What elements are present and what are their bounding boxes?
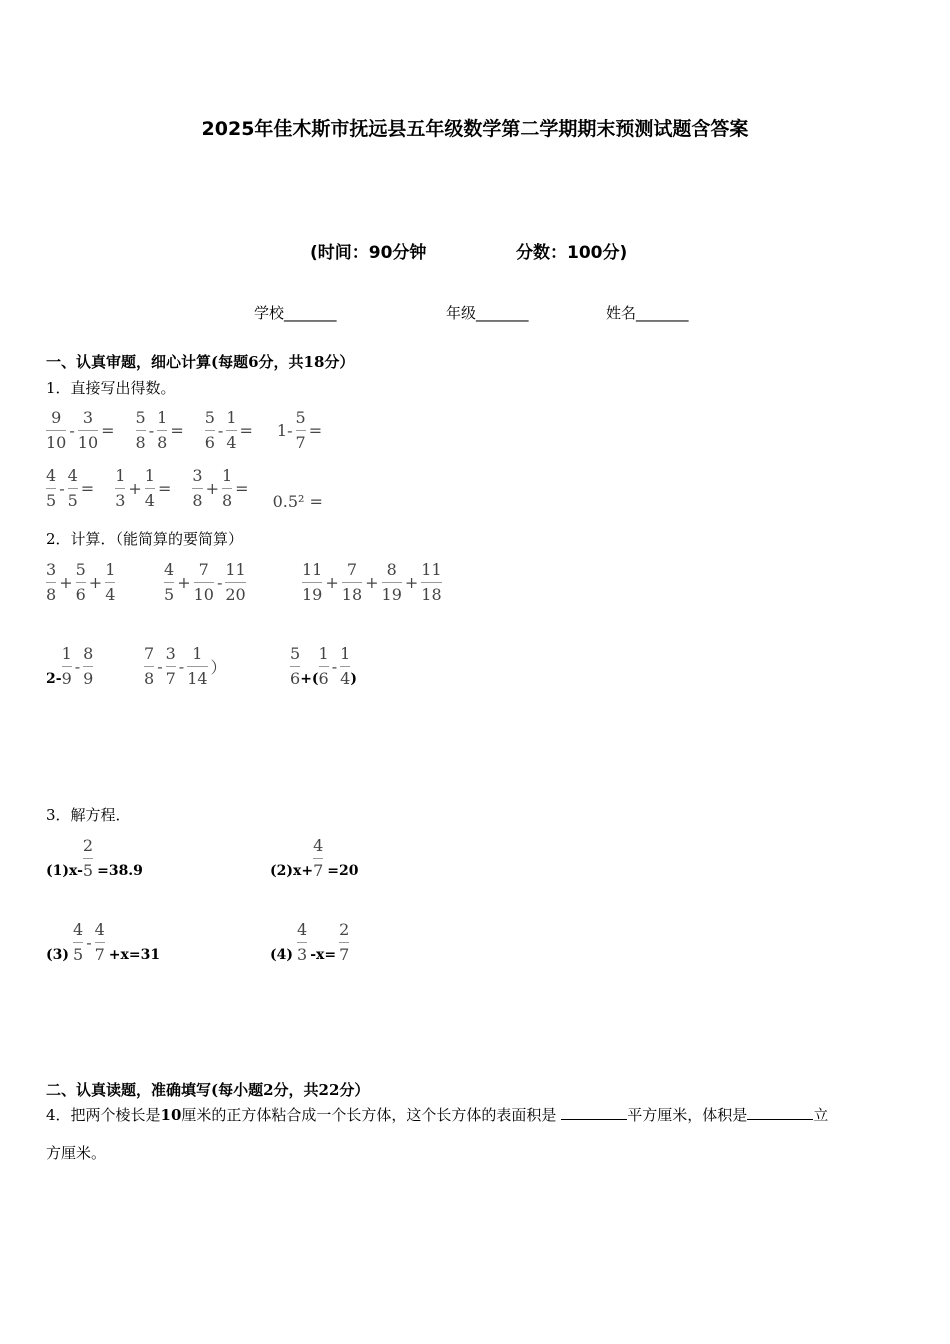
q1-label: 1．直接写出得数。 <box>46 379 176 397</box>
fraction: $\frac{1}{3}$ <box>115 466 126 510</box>
q2-expr2: $\frac{4}{5}$ + $\frac{7}{10}$ - $\frac{11}{20}$ <box>164 560 246 604</box>
fraction: $\frac{3}{10}$ <box>77 408 99 452</box>
fraction: $\frac{3}{8}$ <box>192 466 203 510</box>
blank-area[interactable] <box>561 1105 627 1120</box>
section2-heading: 二、认真读题，准确填写(每小题2分，共22分） <box>46 1081 370 1099</box>
name-field: 姓名_______ <box>606 304 689 322</box>
equation-3: (3) $\frac{4}{5}$ - $\frac{4}{7}$ +x=31 <box>46 920 161 964</box>
fraction: $\frac{5}{8}$ <box>135 408 146 452</box>
blank-volume[interactable] <box>747 1105 813 1120</box>
q3-label: 3．解方程． <box>46 806 131 824</box>
grade-field: 年级_______ <box>446 304 529 322</box>
q2-expr1: $\frac{3}{8}$ + $\frac{5}{6}$ + $\frac{1}{4}$ <box>46 560 116 604</box>
section1-heading: 一、认真审题，细心计算(每题6分，共18分） <box>46 353 355 371</box>
fraction: $\frac{5}{7}$ <box>295 408 306 452</box>
q4-text-cont: 方厘米。 <box>46 1144 107 1162</box>
exam-time: (时间：90分钟 <box>310 243 427 263</box>
equation-1: (1)x- $\frac{2}{5}$ =38.9 <box>46 836 143 880</box>
fraction: $\frac{4}{5}$ <box>67 466 78 510</box>
fraction: $\frac{1}{4}$ <box>144 466 155 510</box>
fraction: $\frac{1}{8}$ <box>157 408 168 452</box>
fraction: $\frac{1}{8}$ <box>221 466 233 510</box>
q2-expr5: $\frac{7}{8}$ - $\frac{3}{7}$ - $\frac{1}{14}$ ） <box>144 644 227 688</box>
exam-score: 分数：100分) <box>516 243 628 263</box>
school-field: 学校_______ <box>254 304 337 322</box>
equation-4: (4) $\frac{4}{3}$ -x= $\frac{2}{7}$ <box>270 920 350 964</box>
q2-expr4: 2- $\frac{1}{9}$ - $\frac{8}{9}$ <box>46 644 94 688</box>
q2-label: 2．计算．（能简算的要简算） <box>46 530 244 548</box>
q1-row2: $\frac{4}{5}$ - $\frac{4}{5}$ = $\frac{1}{3}$ + $\frac{1}{4}$ = $\frac{3}{8}$ + $\frac{1}{8}$ = 0.5² = <box>46 466 323 511</box>
q2-expr6: $\frac{5}{6}$ +( $\frac{1}{6}$ - $\frac{1}{4}$ ) <box>290 644 357 688</box>
q2-expr3: $\frac{11}{19}$ + $\frac{7}{18}$ + $\frac{8}{19}$ + $\frac{11}{18}$ <box>302 560 442 604</box>
fraction: $\frac{4}{5}$ <box>46 466 57 510</box>
equation-2: (2)x+ $\frac{4}{7}$ =20 <box>270 836 359 880</box>
page-title: 2025年佳木斯市抚远县五年级数学第二学期期末预测试题含答案 <box>201 118 749 140</box>
fraction: $\frac{9}{10}$ <box>46 408 67 452</box>
q1-row1: $\frac{9}{10}$ - $\frac{3}{10}$ = $\frac{5}{8}$ - $\frac{1}{8}$ = $\frac{5}{6}$ - $\frac{1}{4}$ = 1- $\frac{5}{7}$ = <box>46 408 323 452</box>
q4-text: 4．把两个棱长是10厘米的正方体粘合成一个长方体，这个长方体的表面积是 平方厘米，体积是 立 <box>46 1106 829 1124</box>
fraction: $\frac{5}{6}$ <box>204 408 215 452</box>
fraction: $\frac{1}{4}$ <box>226 408 237 452</box>
